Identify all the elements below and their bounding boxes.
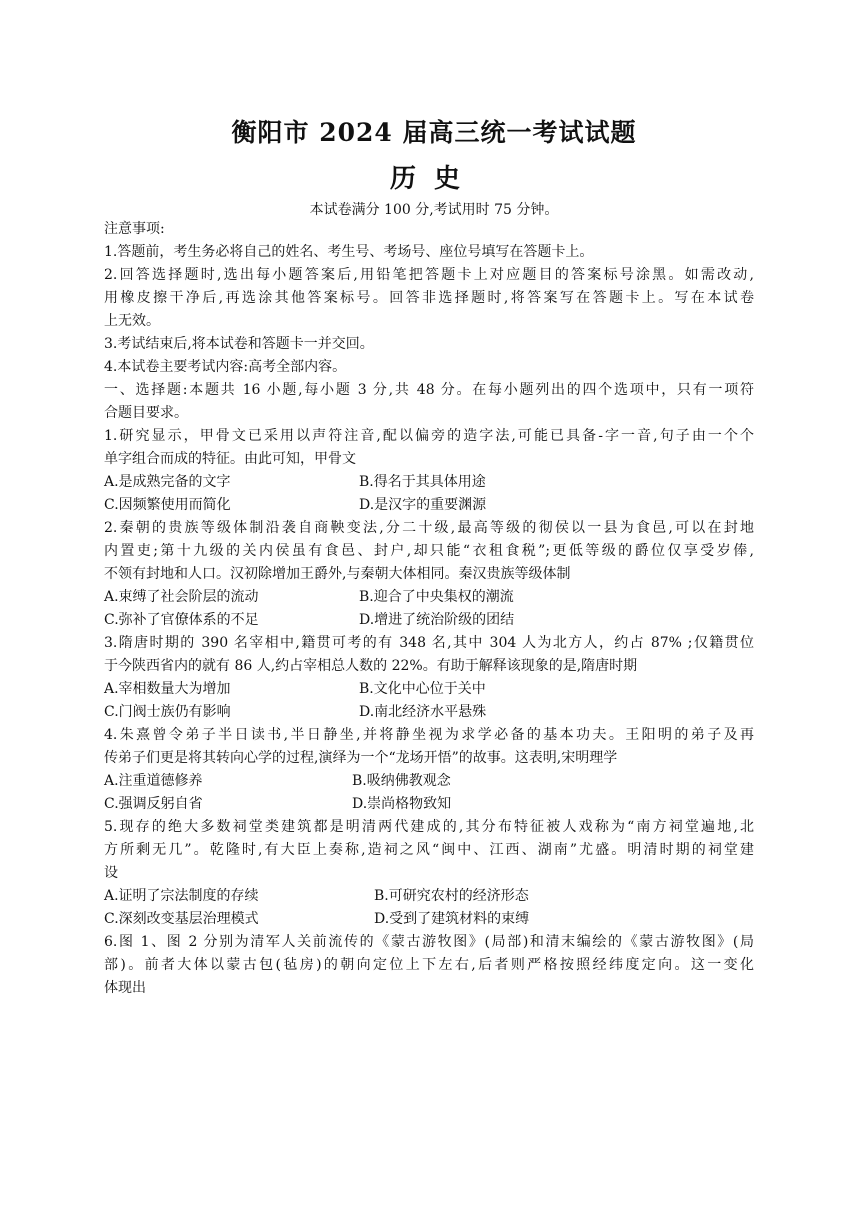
q1-option-a: A.是成熟完备的文字 [104,474,231,490]
note-3: 3.考试结束后,将本试卷和答题卡一并交回。 [104,336,374,352]
q2-stem-line-1: 2.秦朝的贵族等级体制沿袭自商鞅变法,分二十级,最高等级的彻侯以一县为食邑,可以在封地 [104,520,754,536]
q4-options-row-1 [104,770,754,793]
q3-option-d: D.南北经济水平悬殊 [359,704,487,720]
note-2-line-2: 用橡皮擦干净后,再选涂其他答案标号。回答非选择题时,将答案写在答题卡上。写在本试卷 [104,290,754,306]
section-heading-line-1: 一、选择题:本题共 16 小题,每小题 3 分,共 48 分。在每小题列出的四个选项中，只有一项符 [104,382,754,398]
q2-option-b: B.迎合了中央集权的潮流 [359,589,514,605]
q4-options-row-2 [104,793,754,816]
q3-options-row-1 [104,678,754,701]
q1-options-row-2 [104,494,754,517]
subject-title: 历史 [389,164,478,194]
q5-stem-line-2: 方所剩无几”。乾隆时,有大臣上奏称,造祠之风“闽中、江西、湖南”尤盛。明清时期的祠堂建 [104,842,754,858]
q4-option-c: C.强调反躬自省 [104,796,203,812]
q3-option-a: A.宰相数量大为增加 [104,681,231,697]
note-2-line-1: 2.回答选择题时,选出每小题答案后,用铅笔把答题卡上对应题目的答案标号涂黑。如需改动, [104,267,754,283]
q2-option-d: D.增进了统治阶级的团结 [359,612,515,628]
q2-stem-line-3: 不领有封地和人口。汉初除增加王爵外,与秦朝大体相同。秦汉贵族等级体制 [104,566,571,582]
notes-heading: 注意事项: [104,221,165,237]
q2-options-row-1 [104,586,754,609]
q5-option-b: B.可研究农村的经济形态 [374,888,529,904]
q2-stem-line-2: 内置吏;第十九级的关内侯虽有食邑、封户,却只能“衣租食税”;更低等级的爵位仅享受岁俸, [104,543,754,559]
q4-stem-line-1: 4.朱熹曾令弟子半日读书,半日静坐,并将静坐视为求学必备的基本功夫。王阳明的弟子及再 [104,727,754,743]
q5-stem-line-3: 设 [104,865,118,881]
q3-stem-line-1: 3.隋唐时期的 390 名宰相中,籍贯可考的有 348 名,其中 304 人为北方人，约占 87% ;仅籍贯位 [104,635,754,651]
q1-option-b: B.得名于其具体用途 [359,474,486,490]
note-4: 4.本试卷主要考试内容:高考全部内容。 [104,359,347,375]
q5-options-row-2 [104,908,754,931]
note-1: 1.答题前，考生务必将自己的姓名、考生号、考场号、座位号填写在答题卡上。 [104,244,594,260]
q2-options-row-2 [104,609,754,632]
q6-stem-line-2: 部)。前者大体以蒙古包(毡房)的朝向定位上下左右,后者则严格按照经纬度定向。这一变化 [104,957,754,973]
q5-option-c: C.深刻改变基层治理模式 [104,911,259,927]
q1-stem-line-1: 1.研究显示，甲骨文已采用以声符注音,配以偏旁的造字法,可能已具备-字一音,句子由一个个 [104,428,754,444]
exam-info: 本试卷满分 100 分,考试用时 75 分钟。 [309,202,559,218]
q4-option-a: A.注重道德修养 [104,773,203,789]
q3-option-b: B.文化中心位于关中 [359,681,486,697]
q1-option-d: D.是汉字的重要渊源 [359,497,487,513]
q3-stem-line-2: 于今陕西省内的就有 86 人,约占宰相总人数的 22%。有助于解释该现象的是,隋唐时期 [104,658,638,674]
q5-stem-line-1: 5.现存的绝大多数祠堂类建筑都是明清两代建成的,其分布特征被人戏称为“南方祠堂遍地,北 [104,819,754,835]
q2-option-c: C.弥补了官僚体系的不足 [104,612,259,628]
exam-title: 衡阳市 2024 届高三统一考试试题 [231,118,637,147]
q5-options-row-1 [104,885,754,908]
q1-stem-line-2: 单字组合而成的特征。由此可知，甲骨文 [104,451,356,467]
q3-options-row-2 [104,701,754,724]
q5-option-d: D.受到了建筑材料的束缚 [374,911,530,927]
exam-body [104,218,754,1000]
q6-stem-line-3: 体现出 [104,980,146,996]
q3-option-c: C.门阀士族仍有影响 [104,704,231,720]
q4-option-b: B.吸纳佛教观念 [352,773,451,789]
q6-stem-line-1: 6.图 1、图 2 分别为清军人关前流传的《蒙古游牧图》(局部)和清末编绘的《蒙古游牧图》(局 [104,934,754,950]
q4-stem-line-2: 传弟子们更是将其转向心学的过程,演绎为一个“龙场开悟”的故事。这表明,宋明理学 [104,750,618,766]
section-heading-line-2: 合题目要求。 [104,405,188,421]
q2-option-a: A.束缚了社会阶层的流动 [104,589,259,605]
note-2-line-3: 上无效。 [104,313,160,329]
q1-options-row-1 [104,471,754,494]
q5-option-a: A.证明了宗法制度的存续 [104,888,259,904]
q1-option-c: C.因频繁使用而简化 [104,497,231,513]
q4-option-d: D.崇尚格物致知 [352,796,452,812]
